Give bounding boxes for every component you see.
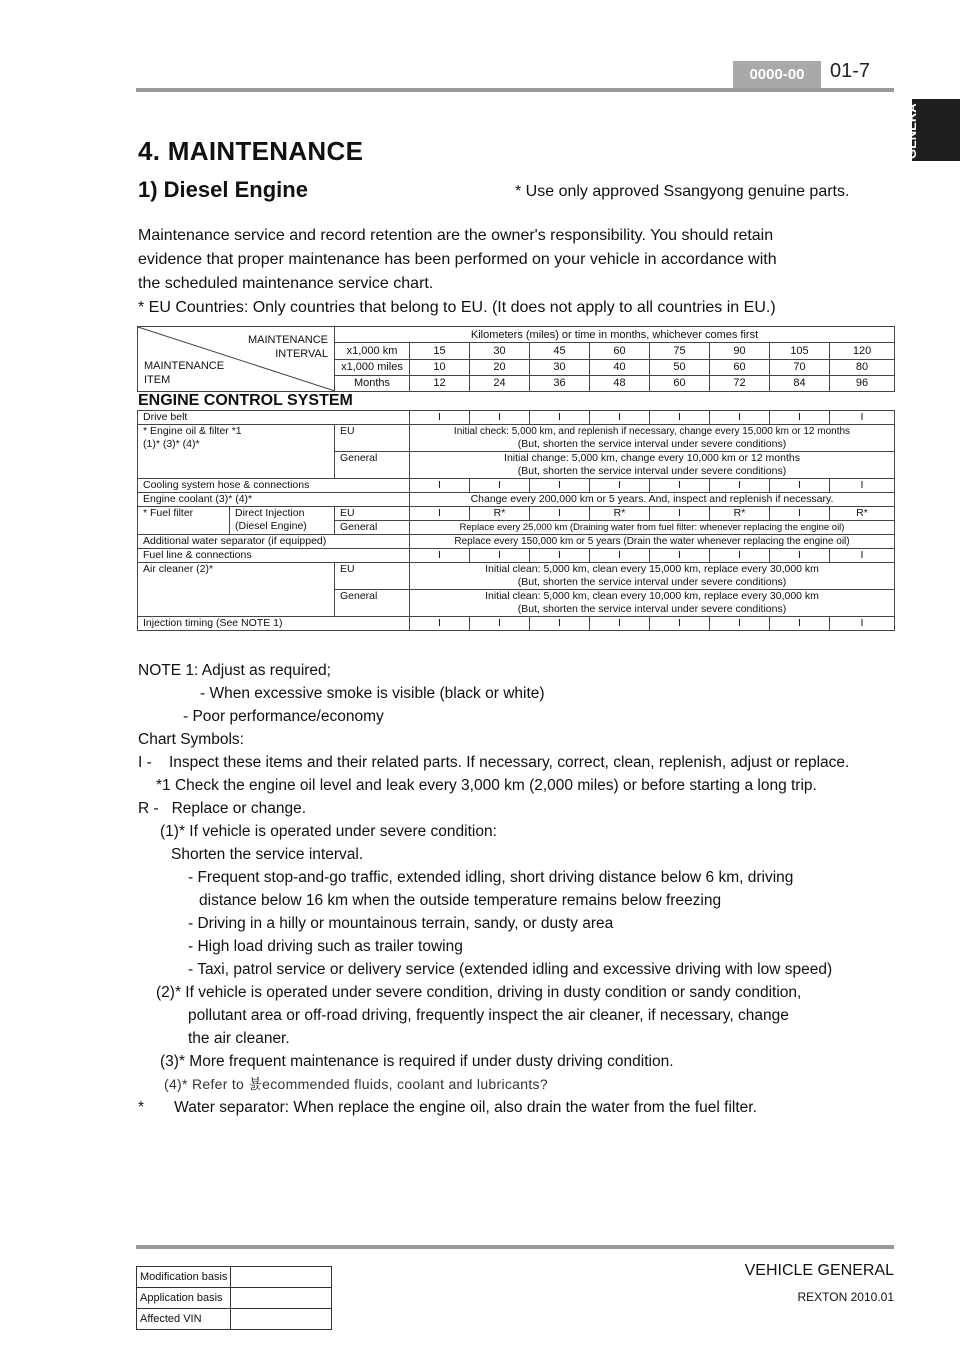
schedule-cell: I xyxy=(770,507,830,521)
table-row-fuel-filter-eu xyxy=(138,507,895,521)
interval-value: 30 xyxy=(530,359,590,375)
section-code-badge: 0000-00 xyxy=(733,61,821,88)
severe-condition-1-line: distance below 16 km when the outside temperature remains below freezing xyxy=(199,892,722,909)
schedule-text-line: Initial clean: 5,000 km, clean every 10,000 km, replace every 30,000 km xyxy=(485,590,819,602)
interval-value: 120 xyxy=(830,343,895,359)
region-general: General xyxy=(335,521,410,535)
schedule-cell: I xyxy=(770,479,830,493)
schedule-text: Change every 200,000 km or 5 years. And, inspect and replenish if necessary. xyxy=(410,493,895,507)
interval-value: 72 xyxy=(710,375,770,391)
interval-unit: x1,000 miles xyxy=(335,359,410,375)
schedule-cell: I xyxy=(650,507,710,521)
interval-value: 24 xyxy=(470,375,530,391)
interval-header: Kilometers (miles) or time in months, whichever comes first xyxy=(335,327,895,343)
schedule-cell: I xyxy=(470,411,530,425)
table-row-fuel-line xyxy=(138,549,895,563)
note-1-item: - When excessive smoke is visible (black or white) xyxy=(200,685,545,702)
schedule-cell: I xyxy=(410,479,470,493)
interval-value: 50 xyxy=(650,359,710,375)
intro-line: the scheduled maintenance service chart. xyxy=(138,275,434,292)
page-title: 4. MAINTENANCE xyxy=(138,136,364,166)
table-row-injection-timing xyxy=(138,617,895,631)
schedule-cell: R* xyxy=(470,507,530,521)
interval-value: 15 xyxy=(410,343,470,359)
water-separator-note: * Water separator: When replace the engine oil, also drain the water from the fuel filter. xyxy=(138,1099,757,1116)
schedule-cell: I xyxy=(410,617,470,631)
schedule-text-line: Initial check: 5,000 km, and replenish if necessary, change every 15,000 km or 12 months xyxy=(453,426,851,437)
schedule-text xyxy=(410,563,895,590)
severe-condition-2: (2)* If vehicle is operated under severe condition, driving in dusty condition or sandy condition, xyxy=(156,984,802,1001)
row-label: Air cleaner (2)* xyxy=(138,563,335,617)
top-divider xyxy=(136,88,894,92)
footer-model: REXTON 2010.01 xyxy=(797,1290,894,1304)
schedule-text: Replace every 25,000 km (Draining water from fuel filter: whenever replacing the engine oil) xyxy=(410,521,895,535)
application-basis-label: Application basis xyxy=(137,1288,231,1309)
schedule-cell: I xyxy=(710,479,770,493)
modification-basis-value xyxy=(231,1267,332,1288)
row-label: * Engine oil & filter *1 xyxy=(143,425,242,437)
severe-condition-1-line: - High load driving such as trailer towing xyxy=(188,938,463,955)
schedule-cell: I xyxy=(830,617,895,631)
interval-value: 105 xyxy=(770,343,830,359)
row-label: Additional water separator (if equipped) xyxy=(138,535,410,549)
row-sublabel-line: Direct Injection xyxy=(235,507,305,519)
table-row-cooling-hose xyxy=(138,479,895,493)
chart-symbols-heading: Chart Symbols: xyxy=(138,731,244,748)
application-basis-value xyxy=(231,1288,332,1309)
region-eu: EU xyxy=(335,425,410,452)
modification-basis-label: Modification basis xyxy=(137,1267,231,1288)
interval-value: 60 xyxy=(590,343,650,359)
schedule-text-line: Initial clean: 5,000 km, clean every 15,000 km, replace every 30,000 km xyxy=(485,563,819,575)
schedule-cell: I xyxy=(710,617,770,631)
schedule-cell: I xyxy=(770,411,830,425)
schedule-cell: I xyxy=(530,411,590,425)
interval-value: 20 xyxy=(470,359,530,375)
row-label: * Fuel filter xyxy=(138,507,230,535)
row-label-notes: (1)* (3)* (4)* xyxy=(143,438,200,450)
interval-unit: Months xyxy=(335,375,410,391)
row-sublabel-line: (Diesel Engine) xyxy=(235,520,307,532)
interval-value: 75 xyxy=(650,343,710,359)
symbol-r-definition: R - Replace or change. xyxy=(138,800,307,817)
note-1-item: - Poor performance/economy xyxy=(183,708,384,725)
table-row-water-separator xyxy=(138,535,895,549)
chapter-tab xyxy=(891,99,960,161)
schedule-cell: I xyxy=(830,479,895,493)
symbol-i-definition: I - Inspect these items and their related parts. If necessary, correct, clean, replenish, adjust or replace. xyxy=(138,754,850,771)
footer-section-title: VEHICLE GENERAL xyxy=(744,1262,894,1279)
schedule-text xyxy=(410,425,895,452)
schedule-cell: I xyxy=(410,411,470,425)
schedule-cell: I xyxy=(830,411,895,425)
schedule-text: Replace every 150,000 km or 5 years (Drain the water whenever replacing the engine oil) xyxy=(410,535,895,549)
table-row-engine-coolant xyxy=(138,493,895,507)
schedule-cell: I xyxy=(470,617,530,631)
intro-line: Maintenance service and record retention are the owner's responsibility. You should retain xyxy=(138,227,774,244)
schedule-cell: I xyxy=(470,549,530,563)
schedule-cell: I xyxy=(410,507,470,521)
row-label: Engine coolant (3)* (4)* xyxy=(138,493,410,507)
schedule-cell: I xyxy=(530,549,590,563)
page-number: 01-7 xyxy=(830,60,871,82)
severe-condition-1-line: Shorten the service interval. xyxy=(171,846,364,863)
interval-corner-cell xyxy=(138,327,335,392)
schedule-cell: I xyxy=(530,507,590,521)
eu-countries-note: * EU Countries: Only countries that belong to EU. (It does not apply to all countries in EU.) xyxy=(138,299,776,316)
severe-condition-4: (4)* Refer to 뵰ecommended fluids, coolant and lubricants? xyxy=(164,1076,548,1092)
schedule-text xyxy=(410,452,895,479)
row-label: Fuel line & connections xyxy=(138,549,410,563)
schedule-cell: R* xyxy=(830,507,895,521)
table-row-drive-belt xyxy=(138,411,895,425)
schedule-text-line: (But, shorten the service interval under severe conditions) xyxy=(517,465,787,477)
corner-label-item: ITEM xyxy=(144,374,171,386)
schedule-cell: I xyxy=(470,479,530,493)
schedule-cell: I xyxy=(650,479,710,493)
schedule-cell: I xyxy=(710,549,770,563)
severe-condition-1-line: - Driving in a hilly or mountainous terrain, sandy, or dusty area xyxy=(188,915,614,932)
severe-condition-1-line: - Frequent stop-and-go traffic, extended idling, short driving distance below 6 km, driving xyxy=(188,869,794,886)
region-eu: EU xyxy=(335,563,410,590)
schedule-cell: I xyxy=(650,411,710,425)
bottom-divider xyxy=(136,1245,894,1249)
corner-label-maintenance: MAINTENANCE xyxy=(247,334,328,346)
note-1: NOTE 1: Adjust as required; xyxy=(138,662,331,679)
schedule-cell: I xyxy=(530,479,590,493)
modification-table xyxy=(136,1266,332,1330)
interval-value: 36 xyxy=(530,375,590,391)
row-label: Drive belt xyxy=(138,411,410,425)
table-row-air-cleaner-eu xyxy=(138,563,895,590)
interval-value: 12 xyxy=(410,375,470,391)
intro-paragraph xyxy=(138,224,898,320)
interval-value: 96 xyxy=(830,375,895,391)
table-row xyxy=(137,1309,332,1330)
table-row xyxy=(137,1288,332,1309)
region-general: General xyxy=(335,452,410,479)
schedule-cell: I xyxy=(410,549,470,563)
schedule-cell: R* xyxy=(590,507,650,521)
interval-value: 80 xyxy=(830,359,895,375)
interval-value: 30 xyxy=(470,343,530,359)
affected-vin-value xyxy=(231,1309,332,1330)
interval-value: 10 xyxy=(410,359,470,375)
corner-label-maintenance-item: MAINTENANCE xyxy=(144,360,225,372)
region-general: General xyxy=(335,590,410,617)
severe-condition-2-line: pollutant area or off-road driving, frequently inspect the air cleaner, if necessary, change xyxy=(188,1007,789,1024)
severe-condition-2-line: the air cleaner. xyxy=(188,1030,290,1047)
table-row xyxy=(137,1267,332,1288)
schedule-cell: I xyxy=(650,617,710,631)
interval-value: 45 xyxy=(530,343,590,359)
severe-condition-1: (1)* If vehicle is operated under severe condition: xyxy=(160,823,497,840)
engine-control-system-heading: ENGINE CONTROL SYSTEM xyxy=(138,392,353,409)
notes-section xyxy=(138,659,898,1119)
row-label-engine-oil xyxy=(138,425,335,479)
schedule-text-line: (But, shorten the service interval under severe conditions) xyxy=(517,603,787,615)
interval-value: 48 xyxy=(590,375,650,391)
severe-condition-1-line: - Taxi, patrol service or delivery service (extended idling and excessive driving with low speed) xyxy=(188,961,833,978)
row-label: Injection timing (See NOTE 1) xyxy=(138,617,410,631)
affected-vin-label: Affected VIN xyxy=(137,1309,231,1330)
schedule-cell: I xyxy=(710,411,770,425)
oil-check-note: *1 Check the engine oil level and leak every 3,000 km (2,000 miles) or before starting a long trip. xyxy=(156,777,817,794)
interval-value: 60 xyxy=(650,375,710,391)
schedule-cell: I xyxy=(830,549,895,563)
schedule-cell: R* xyxy=(710,507,770,521)
genuine-parts-note: * Use only approved Ssangyong genuine parts. xyxy=(515,183,850,200)
schedule-cell: I xyxy=(590,617,650,631)
interval-unit: x1,000 km xyxy=(335,343,410,359)
corner-label-interval: INTERVAL xyxy=(275,348,328,360)
row-sublabel xyxy=(230,507,335,535)
interval-value: 90 xyxy=(710,343,770,359)
schedule-cell: I xyxy=(770,549,830,563)
schedule-cell: I xyxy=(650,549,710,563)
schedule-text xyxy=(410,590,895,617)
severe-condition-3: (3)* More frequent maintenance is required if under dusty driving condition. xyxy=(160,1053,674,1070)
chapter-tab-line1: VEHICLE xyxy=(891,102,906,159)
schedule-cell: I xyxy=(590,479,650,493)
interval-value: 60 xyxy=(710,359,770,375)
schedule-cell: I xyxy=(770,617,830,631)
section-subtitle: 1) Diesel Engine xyxy=(138,177,308,202)
interval-value: 70 xyxy=(770,359,830,375)
schedule-text-line: Initial change: 5,000 km, change every 10,000 km or 12 months xyxy=(504,452,800,464)
interval-value: 40 xyxy=(590,359,650,375)
schedule-cell: I xyxy=(590,411,650,425)
maintenance-interval-table xyxy=(137,326,895,392)
schedule-cell: I xyxy=(530,617,590,631)
table-row-engine-oil-eu xyxy=(138,425,895,452)
row-label: Cooling system hose & connections xyxy=(138,479,410,493)
interval-value: 84 xyxy=(770,375,830,391)
region-eu: EU xyxy=(335,507,410,521)
schedule-cell: I xyxy=(590,549,650,563)
schedule-text-line: (But, shorten the service interval under severe conditions) xyxy=(517,576,787,588)
engine-control-schedule-table xyxy=(137,410,895,631)
intro-line: evidence that proper maintenance has been performed on your vehicle in accordance with xyxy=(138,251,777,268)
chapter-tab-line2: GENERA xyxy=(904,103,919,159)
schedule-text-line: (But, shorten the service interval under severe conditions) xyxy=(517,438,787,450)
